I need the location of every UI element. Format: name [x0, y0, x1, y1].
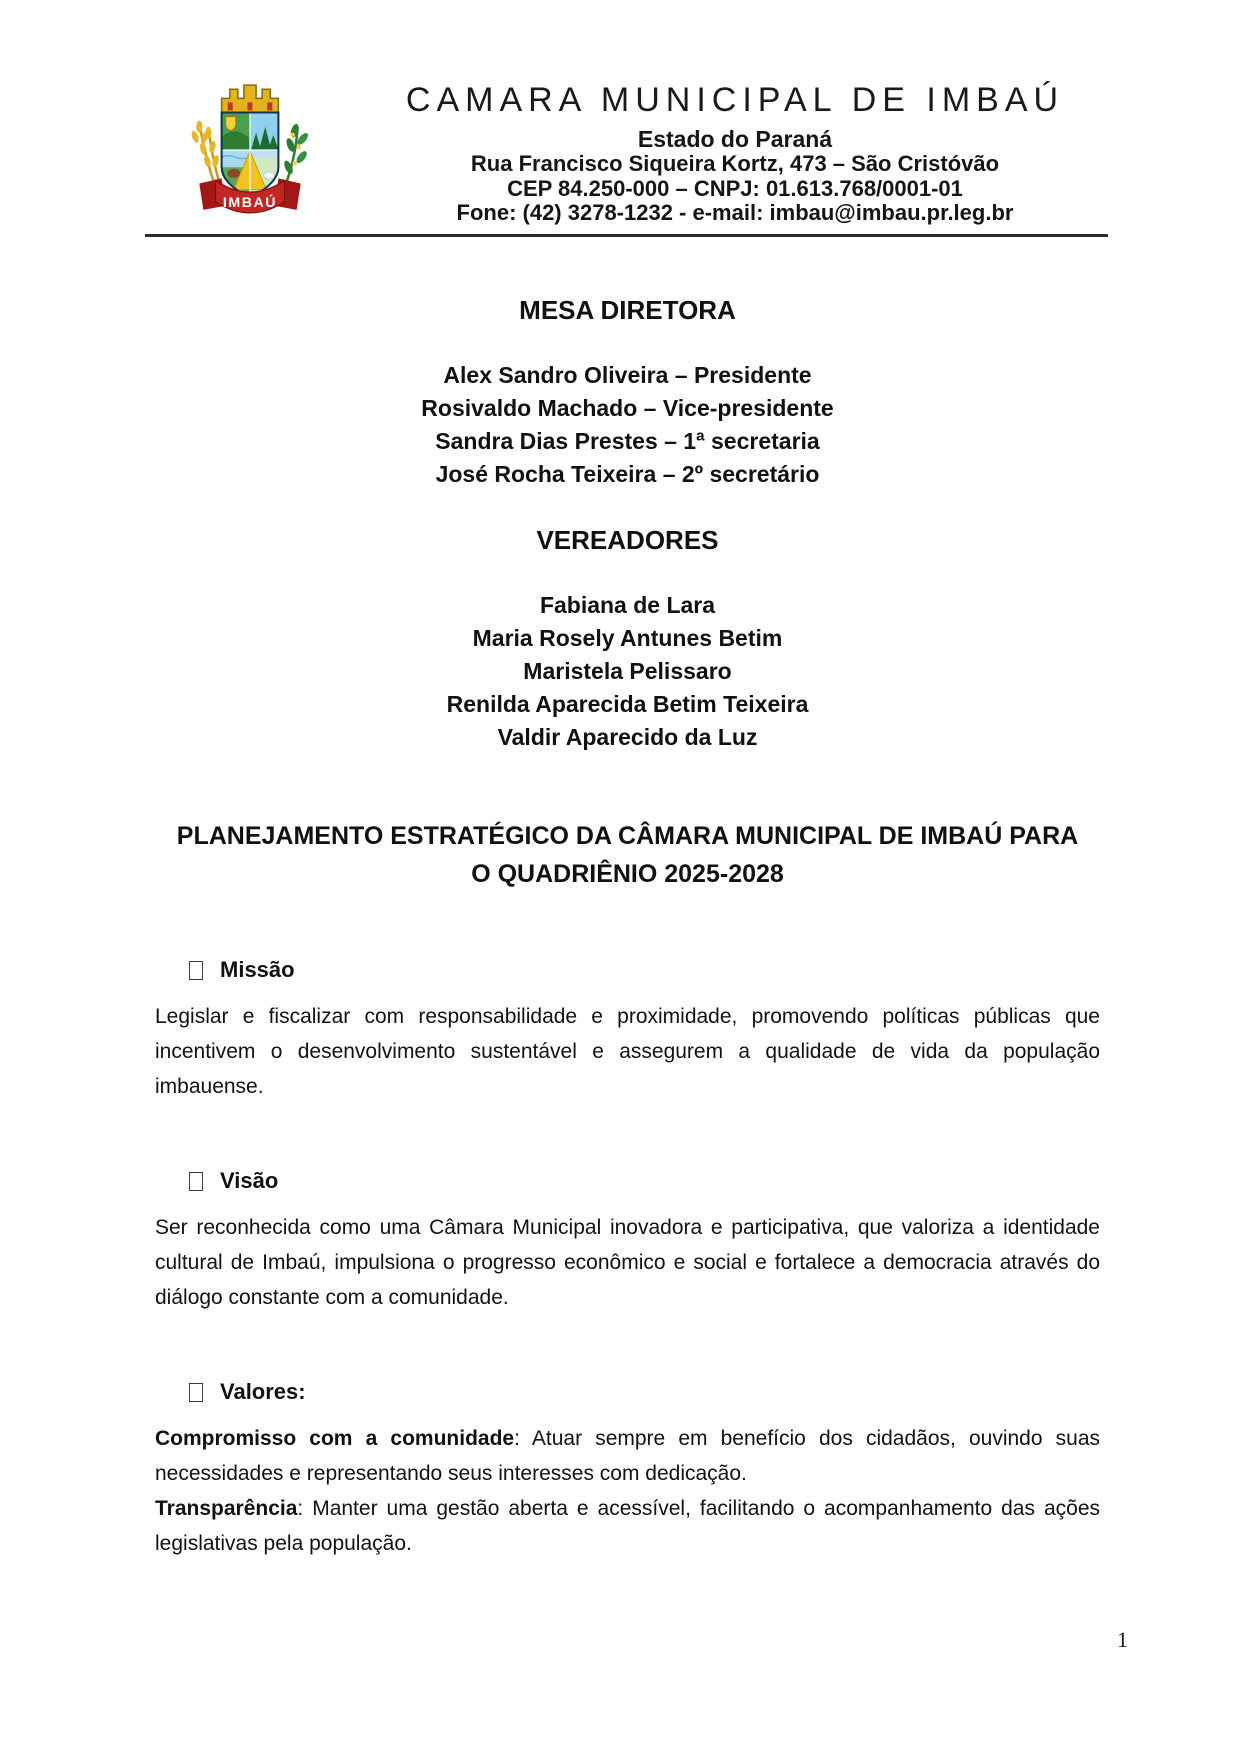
bullet-square-icon	[189, 1172, 203, 1191]
bullet-square-icon	[189, 961, 203, 980]
letterhead	[0, 0, 1241, 238]
council-member: Valdir Aparecido da Luz	[497, 724, 758, 750]
section-heading-valores	[189, 1377, 1100, 1407]
value-item-compromisso	[155, 1421, 1100, 1491]
mesa-diretora-title: MESA DIRETORA	[519, 295, 736, 325]
municipal-coat-of-arms	[181, 74, 319, 220]
section-heading-label: Missão	[220, 957, 295, 982]
org-name: CAMARA MUNICIPAL DE IMBAÚ	[405, 81, 1065, 119]
section-heading-label: Valores:	[220, 1379, 306, 1404]
visao-paragraph: Ser reconhecida como uma Câmara Municipal inovadora e participativa, que valoriza a identidade cultural de Imbaú, impulsiona o progresso econômico e social e fortalece a democracia através do diálogo constante com a comunidade.	[155, 1216, 1100, 1309]
page-number: 1	[1117, 1627, 1128, 1652]
board-member: Sandra Dias Prestes – 1ª secretaria	[435, 428, 820, 454]
logo-shield	[222, 113, 279, 201]
section-heading-visao	[189, 1166, 1100, 1196]
org-state: Estado do Paraná	[637, 126, 833, 152]
value-term: Compromisso com a comunidade	[155, 1427, 515, 1450]
section-missao	[155, 955, 1100, 1104]
document-title: PLANEJAMENTO ESTRATÉGICO DA CÂMARA MUNICIPAL DE IMBAÚ PARA O QUADRIÊNIO 2025-2028	[176, 822, 1079, 888]
board-member: José Rocha Teixeira – 2º secretário	[435, 461, 820, 487]
logo-crown-icon	[222, 85, 279, 112]
council-member: Renilda Aparecida Betim Teixeira	[446, 691, 809, 717]
bullet-square-icon	[189, 1383, 203, 1402]
section-heading-label: Visão	[220, 1168, 279, 1193]
org-address: Rua Francisco Siqueira Kortz, 473 – São Cristóvão	[470, 151, 1000, 176]
org-cep-cnpj: CEP 84.250-000 – CNPJ: 01.613.768/0001-01	[507, 175, 963, 201]
board-member: Alex Sandro Oliveira – Presidente	[443, 362, 812, 388]
council-member: Maria Rosely Antunes Betim	[472, 625, 783, 651]
section-heading-missao	[189, 955, 1100, 985]
logo-ribbon-text: IMBAÚ	[222, 194, 278, 211]
section-valores	[155, 1377, 1100, 1561]
header-divider	[145, 234, 1108, 237]
board-member: Rosivaldo Machado – Vice-presidente	[421, 395, 834, 421]
value-term: Transparência	[155, 1497, 298, 1520]
missao-paragraph: Legislar e fiscalizar com responsabilidade e proximidade, promovendo políticas públicas que incentivem o desenvolvimento sustentável e assegurem a qualidade de vida da população imbauense.	[155, 1005, 1100, 1098]
value-description: : Manter uma gestão aberta e acessível, facilitando o acompanhamento das ações legislativas pela população.	[155, 1497, 1100, 1555]
value-item-transparencia	[155, 1491, 1100, 1561]
council-member: Maristela Pelissaro	[523, 658, 732, 684]
logo-branch-icon	[282, 123, 309, 188]
mesa-diretora-list	[155, 359, 1100, 491]
org-contact: Fone: (42) 3278-1232 - e-mail: imbau@imbau.pr.leg.br	[456, 200, 1014, 225]
vereadores-title: VEREADORES	[536, 525, 719, 555]
council-member: Fabiana de Lara	[539, 592, 716, 618]
logo-wheat-icon	[190, 121, 221, 190]
section-visao	[155, 1166, 1100, 1315]
document-body	[155, 294, 1100, 1561]
value-description: : Atuar sempre em benefício dos cidadãos, ouvindo suas necessidades e representando seus interesses com dedicação.	[155, 1427, 1101, 1485]
letterhead-text	[365, 82, 1105, 226]
vereadores-list	[155, 589, 1100, 754]
